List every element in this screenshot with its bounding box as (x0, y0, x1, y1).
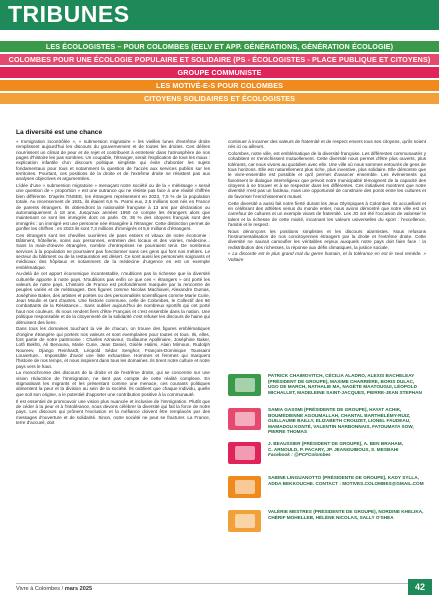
group-logo-ecologistes (228, 374, 261, 396)
group-members: SABINE LINGUANOTTO (PRÉSIDENTE DE GROUPE), KADY SYLLA, ADDA BEKKOUCHE. CONTACT : MOTIVES.COLOMBES@GMAIL.COM (268, 475, 424, 486)
group-members: SAMIA GASSMI (PRÉSIDENTE DE GROUPE), HAYAT ACHIK, BOUMÉDIENNE AGOUMALLAH, CHANTAL BARTHÉLÉMY-RUIZ, GUILLAUME BAILLY, ELIZABETH CROUZET, LIONEL FAUDEAU, MAMADOU KONTÉ, VALENTIN NARBONNAIS, FATOUMATA SOW, PIERRE THOMAS (268, 407, 414, 435)
signatories-list (228, 373, 428, 543)
group-logo-citoyens-solidaires (228, 510, 261, 532)
paragraph: Cette diversité a aussi fait notre fierté durant les Jeux Olympiques à Colombes. Ils accueillant et en célébrant des athlètes venus du monde entier, nous avons démontré que notre ville est un carrefour de cultures et un exemple vivant de fraternité. Les JO ont été l'occasion de valoriser le talent et la richesse de cette mixité, incarnant les valeurs universelles du sport : l'excellence, l'amitié et le respect. (228, 200, 426, 227)
page-number: 42 (408, 579, 432, 595)
facebook-link[interactable]: Facebook : @PCFColombes (268, 452, 331, 458)
footer-divider (16, 583, 408, 584)
article-title: La diversité est une chance (16, 129, 103, 136)
footer-publication: Vivre à Colombes / mars 2025 (16, 586, 93, 592)
group-communiste (228, 441, 428, 469)
group-logo-ecologie-populaire (228, 408, 261, 430)
paragraph: Il est essentiel de promouvoir une vision plus nuancée et inclusive de l'immigration. Plutôt que de céder à la peur et à l'intolérance, nous devons célébrer la diversité qui fait la force de notre pays. Les discours qui prônent l'exclusion et la méfiance doivent être remplacés par des messages d'ouverture et de solidarité. Sinon, notre société ne peut se fracturer. La France, terre d'accueil, doit (16, 398, 210, 425)
paragraph: Dans tous les domaines touchant la vie de chacun, on trouve des figures emblématiques d'origine étrangère qui portent nos valeurs et sont exemplaires pour toutes et tous. Ils, elles, font partie de notre patrimoine : Charles Aznavour, Guillaume Apollinaire, Joséphine Baker, Lotfi Bekhti, Ali Benouna, Marie Curie, Jean Daniel, Gisèle Halimi, Alain Mimoun, Rudolph Noureev, Django Reinhardt, Léopold Sédar Senghor, François-Dominique Toussaint Louverture... Impossible d'avoir une liste exhaustive. Hommes et femmes qui marquent l'histoire de nos temps, et nous inspirent dans tous les domaines. Ils tirent notre culture et notre pays vers le haut. (16, 326, 210, 369)
group-logo-motives (228, 476, 261, 498)
paragraph: Nous dénonçons les positions simplistes et les discours alarmistes. Nous refusons l'instrumentalisation de nos concitoyennes étrangers par la droite et l'extrême droite. Cette diversité ne saurait camoufler les véritables enjeux auxquels notre pays doit faire face : la redistribution des richesses, la réponse aux défis climatiques, la justice sociale. (228, 228, 426, 250)
group-citoyens-solidaires (228, 509, 428, 537)
voltaire-quote: « La discorde est le plus grand mal du genre humain, et la tolérance en est le seul remède. » Voltaire (228, 251, 426, 262)
header-banner (0, 0, 439, 30)
article-left-column (16, 139, 210, 427)
group-motives (228, 475, 428, 503)
paragraph: Colombes, notre ville, est emblématique de la diversité française. Les différentes communautés y cohabitent et s'enrichissent mutuellement. Cette diversité nous permet d'être plus ouverts, plus tolérants, car nous vivons au quotidien avec elle. Une ville où nous sommes entourés de gens de tous horizons. Elle est naturellement plus riche, plus inventive, plus solidaire. Elle démontre que le vivre-ensemble est possible et qu'il permet d'avancer ensemble. Les événements qui favorisent le dialogue interreligieux que prévoit notre municipalité témoignent de la capacité des citoyens à se trouver et à se respecter dans les différentes. Ces initiatives montrent que notre diversité n'est pas un fardeau, mais une opportunité de construire des ponts entre les cultures et de favoriser l'enrichissement mutuel. (228, 151, 426, 199)
magazine-name: Vivre à Colombes (16, 586, 61, 592)
band-ecologistes: LES ÉCOLOGISTES – POUR COLOMBES (EELV ET APP. GÉNÉRATIONS, GÉNÉRATION ÉCOLOGIE) (0, 41, 439, 52)
paragraph: L'idée d'une « submersion migratoire » menaçant notre société ou de la « métissage » serait une question de « proportion » est une outrance qui ne résiste pas face à une réalité chiffrée bien différente. D'après l'INSEE, les étrangers représentent en 2023, 7,5 % de la population totale. Au recensement de 1931, ils étaient 6,6 %. Parmi eux, 2,5 millions sont nés en France de parents étrangers. Ils obtiendront la nationalité française à 13 ans par déclaration ou automatiquement à 18 ans. Jusqu'aux années 1950 ce compte les étrangers alors que maintenant ce sont les immigrés dont on parle. Or, 36 % des citoyens français sont des immigrés : un immigré est une personne née étrangère à l'étranger. Cette distinction permet de gonfler les chiffres : en 2023 ils sont 7,3 millions d'immigrés et 5,6 millions d'étrangers. (16, 183, 210, 231)
page-title: TRIBUNES (8, 1, 130, 27)
group-logo-communiste (228, 442, 261, 464)
paragraph: Ces étrangers sont les chevilles ouvrières de pans entiers et vitaux de notre économie : Bâtiment, hôtellerie, soins aux personnes, entretien des locaux et des voiries, médecine... Sans la main-d'œuvre étrangère, nombre d'entreprises ne pourraient tenir. De nombreux services à la population ne pourraient pas fonctionner sans ces gens qui font nos métiers. Le secteur du bâtiment ou de la restauration est désert. Ce sont aussi les personnels soignants et médicaux des hôpitaux et notamment de la médecine d'urgence en est un exemple emblématique. (16, 232, 210, 270)
issue-date: mars 2025 (64, 586, 93, 592)
group-members: VALÉRIE MESTRES (PRÉSIDENTE DE GROUPE), NORDINE KHELIKA, CHÉRIF MOHELLEB, HÉLÈNE NICOLAS, SALLY O'SHEA (268, 509, 424, 520)
band-ecologie-populaire: COLOMBES POUR UNE ÉCOLOGIE POPULAIRE ET SOLIDAIRE (PS - ÉCOLOGISTES - PLACE PUBLIQUE ET CITOYENS) (0, 54, 439, 65)
paragraph: continuer à incarner des valeurs de fraternité et de respect envers tous ses citoyens, qu'ils soient nés ici ou ailleurs. (228, 139, 426, 150)
paragraph: Au-delà de cet apport économique incontestable, n'oublions pas la richesse que la diversité culturelle apporte à notre pays. N'oublions pas enfin ce que ces « étrangers » ont porté les valeurs de notre pays. L'histoire de France est profondément marquée par la rencontre de peuples variés et de métissages. Des figures comme Nicolas Machiavel, Alexandre Dumas, Joséphine Baker, des artistes et poètes ou des personnalités scientifiques comme Marie Curie, Jean Moulin et tant d'autres. Une histoire commune, celle de Colombes, le Collectif des 66 combattants de la Résistance... Sans oublier aujourd'hui de nombreux sportifs qui ont porté haut nos couleurs. Ils nous rendent fiers d'être Français et c'est ensemble dans la nation. Une politique responsable et de la citoyenneté de la solidarité c'est refuser les discours de haine qui détruisent des liens. (16, 271, 210, 325)
band-communiste: GROUPE COMMUNISTE (0, 67, 439, 78)
group-members: J. BEAUSSIER (PRÉSIDENT DE GROUPE), A. BEN BRAHAM, C. ARNOULD, P. PACARY, JP. JEANGUIBOUX, S. MESBAHI Facebook : @PCFColombes (268, 441, 428, 458)
paragraph: « Immigration incontrôlée », « submersion migratoire » les vieilles lunes d'extrême droite remplissent aujourd'hui les discours du gouvernement et de toutes les droites. Ces délires nourrissent un climat de peur et de rejet et contribuent à entretenir dans l'atmosphère de nos pages d'histoire les pas sombres. Un coupable, l'étranger, serait l'explication de tous les maux : explication infantile d'un discours politique simpliste qui évite d'aborder les sujets fondamentaux pour tous et notamment la question de l'accès aux services publics sur les territoires. Pourtant, ces positions de la droite et de l'extrême droite ne résistent pas aux analyses objectives et argumentées. (16, 139, 210, 182)
group-members: PATRICK CHAIMOVITCH, CÉCILIA ALADRO, ALEXIS BACHELEAY (PRÉSIDENT DE GROUPE), MAXIME CHARRIÈRE, BORIS DULAC, UGO DE MARCH, NATHALIE MA, NAGÈTE MAATOUGUI, LÉOPOLD MICHALLET, MADELEINE SAINT-JACQUES, PIERRE-JEAN STEPHAN (268, 373, 422, 395)
band-citoyens-solidaires: CITOYENS SOLIDAIRES ET ÉCOLOGISTES (0, 93, 439, 104)
group-ecologie-populaire (228, 407, 428, 435)
article-right-column (228, 139, 426, 264)
band-motives: LES MOTIVÉ-E-S POUR COLOMBES (0, 80, 439, 91)
group-ecologistes (228, 373, 428, 401)
paragraph: La monochromie des discours de la droite et de l'extrême droite, qui se concentre sur une vision réductrice de l'immigration, ne tient pas compte de cette réalité complexe. En stigmatisant les migrants et les présentant comme une menace, ces courants politiques alimentent la peur et la division au sein de la société. Ils oublient que chaque individu, quelle que soit son origine, a le potentiel d'apporter une contribution positive à la communauté. (16, 370, 210, 397)
